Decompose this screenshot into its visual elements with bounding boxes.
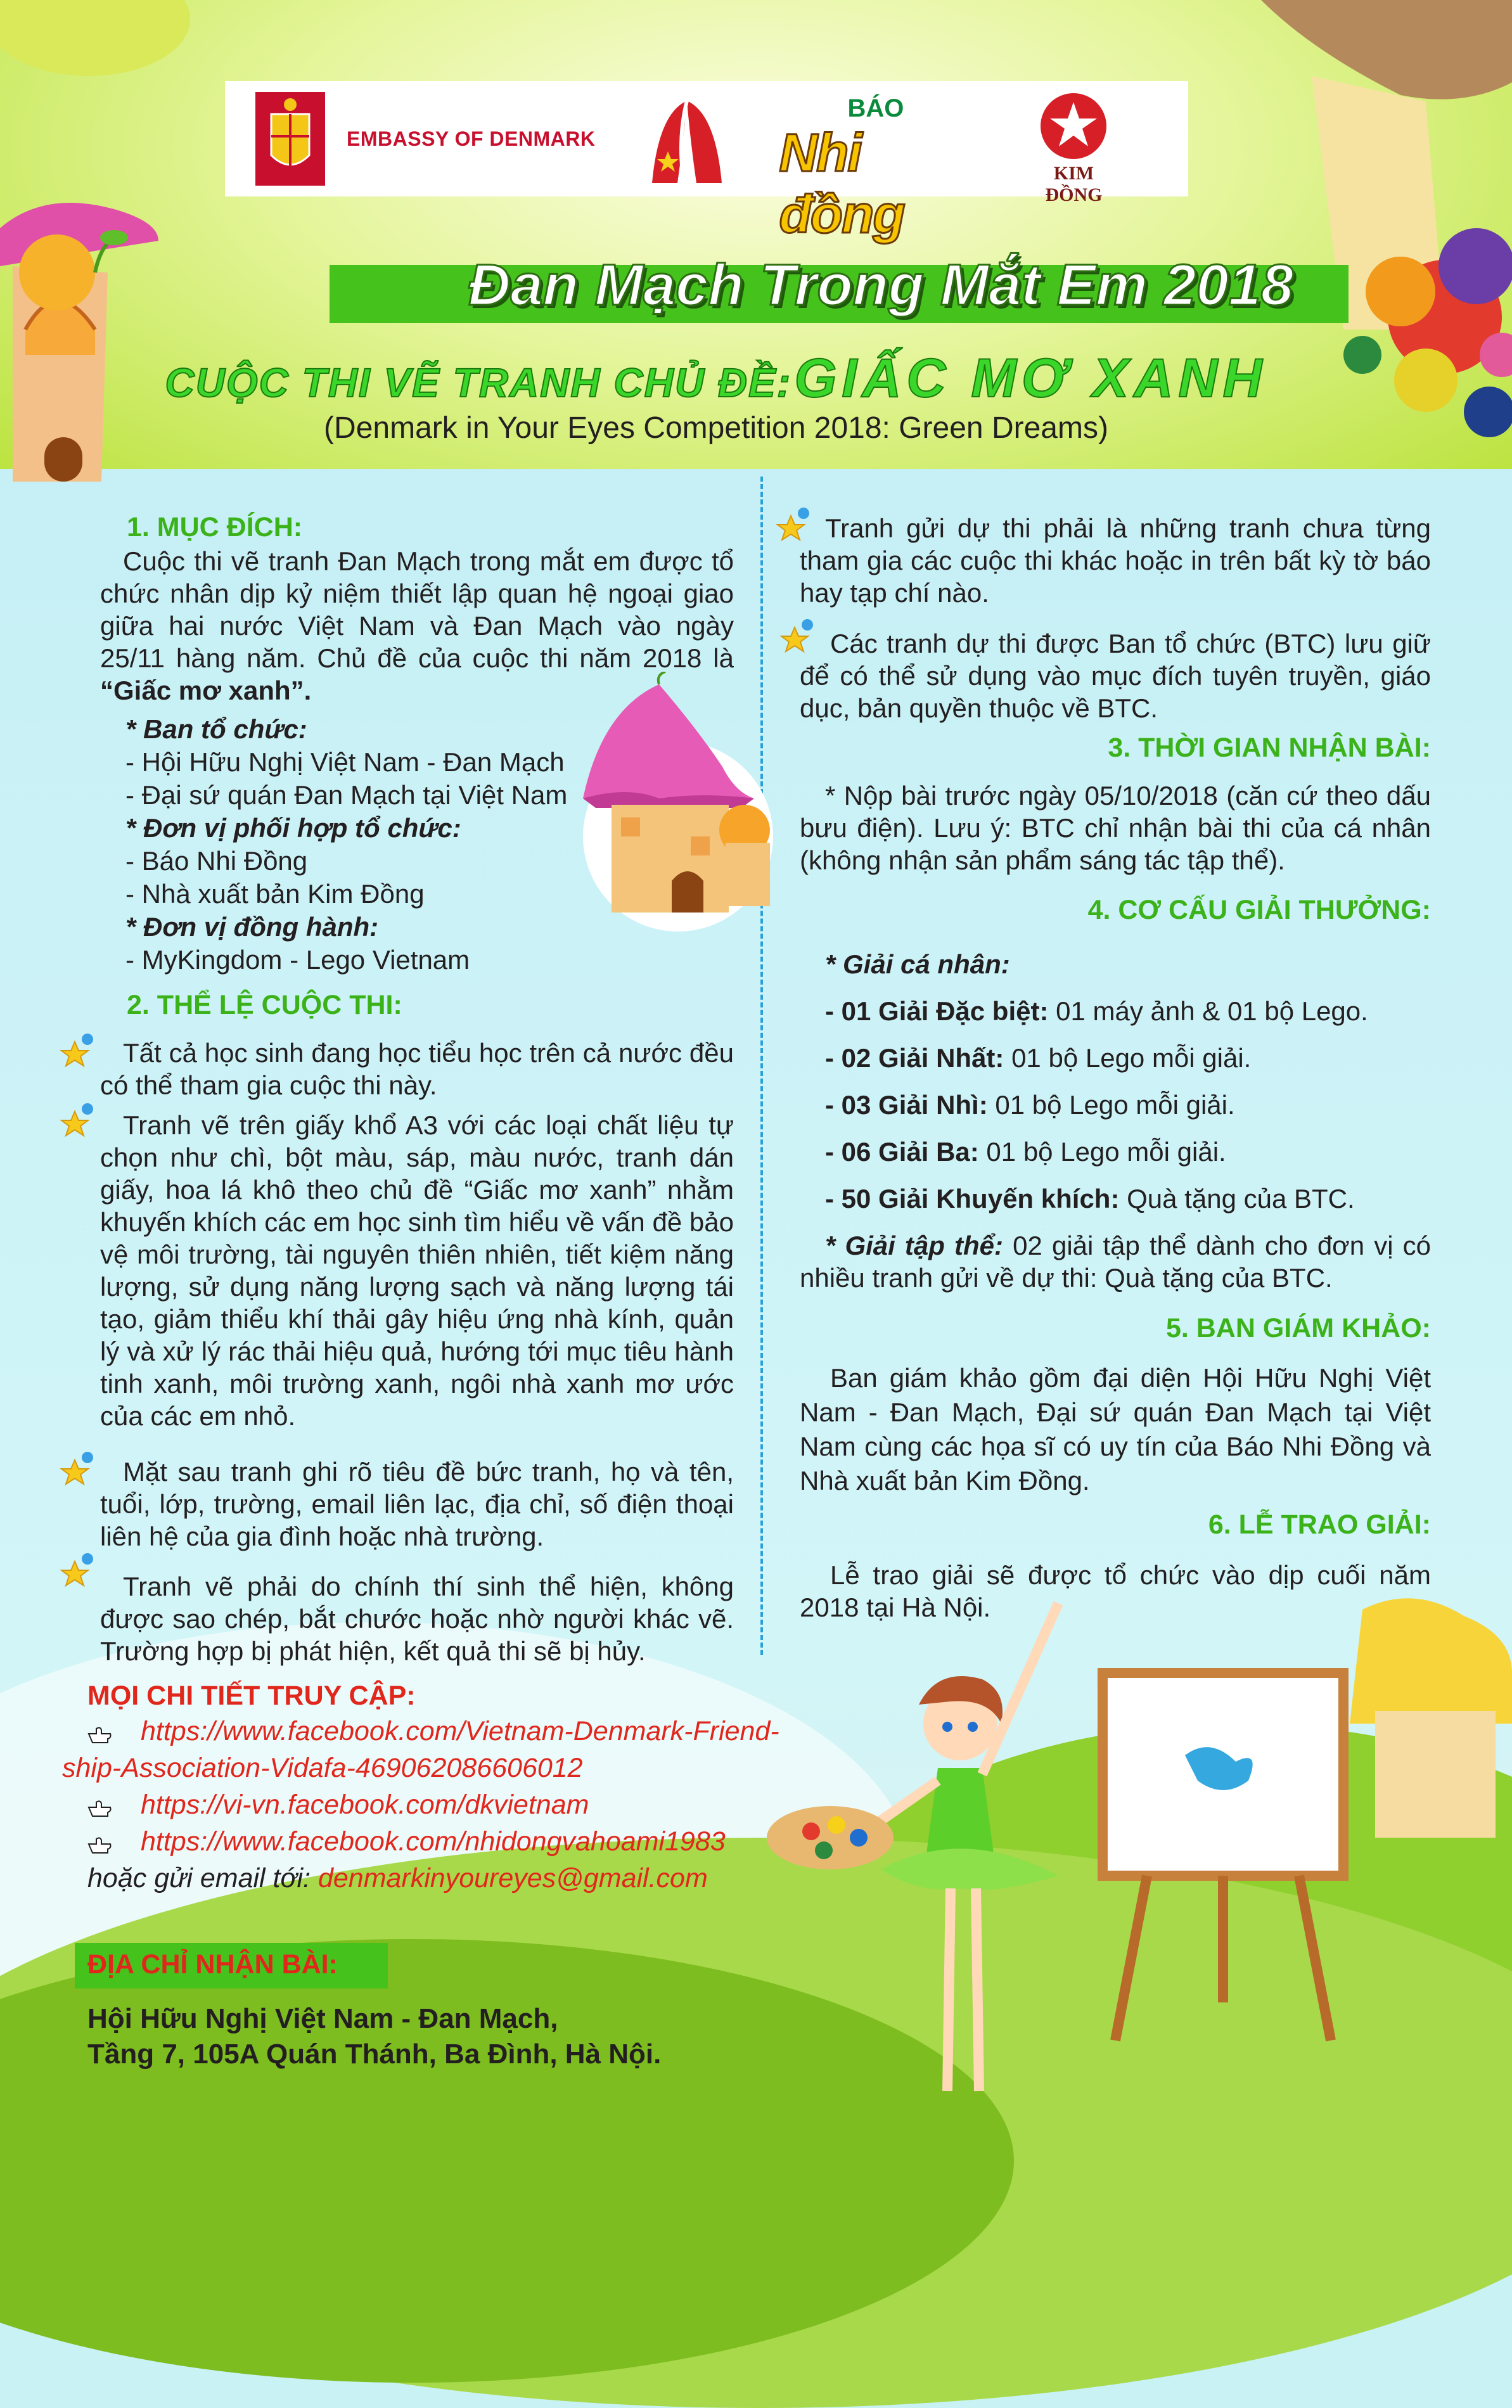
organizer-heading: * Ban tổ chức: xyxy=(125,714,307,744)
group-prize-value: 02 giải tập thể dành cho đơn vị có nhiều tranh gửi về dự thi: Quà tặng của BTC. xyxy=(800,1231,1431,1293)
facebook-link[interactable]: https://www.facebook.com/Vietnam-Denmark-Friend- xyxy=(141,1716,779,1746)
group-prize xyxy=(800,1229,1431,1294)
prize-label: - 01 Giải Đặc biệt: xyxy=(825,996,1049,1026)
prize-value: 01 bộ Lego mỗi giải. xyxy=(978,1137,1226,1167)
rule-2: Tranh vẽ trên giấy khổ A3 với các loại chất liệu tự chọn như chì, bột màu, sáp, màu nước, tranh dán giấy, hoa lá khô theo chủ đề “Giấc mơ xanh” nhằm khuyến khích các em học sinh tìm hiểu về vấn đề bảo vệ môi trường, tài nguyên thiên nhiên, tiết kiệm năng lượng, sử dụng năng lượng sạch và năng lượng tái tạo, giảm thiểu khí thải gây hiệu ứng nhà kính, quản lý và xử lý rác thải hiệu quả, hướng tới mục tiêu hành tinh xanh, môi trường xanh, ngôi nhà xanh mơ ước của các em nhỏ. xyxy=(100,1110,734,1431)
hand-pointer-icon xyxy=(87,1797,113,1819)
prize-label: - 06 Giải Ba: xyxy=(825,1137,979,1167)
co-organizer-item: - Nhà xuất bản Kim Đồng xyxy=(125,879,425,909)
kim-dong-emblem-icon xyxy=(1026,88,1121,164)
facebook-link-continued[interactable]: ship-Association-Vidafa-469062086606012 xyxy=(62,1753,583,1783)
star-bullet-icon xyxy=(58,1103,98,1142)
hand-pointer-icon xyxy=(87,1834,113,1855)
subtitle-theme: GIẤC MƠ XANH xyxy=(794,348,1267,409)
section-6-body: Lễ trao giải sẽ được tổ chức vào dịp cuối năm 2018 tại Hà Nội. xyxy=(800,1560,1431,1622)
email-line xyxy=(87,1863,708,1894)
address-line-1: Hội Hữu Nghị Việt Nam - Đan Mạch, xyxy=(87,2003,558,2034)
contact-heading: MỌI CHI TIẾT TRUY CẬP: xyxy=(87,1681,416,1711)
subtitle-english: (Denmark in Your Eyes Competition 2018: Green Dreams) xyxy=(324,411,1108,445)
section-5-body: Ban giám khảo gồm đại diện Hội Hữu Nghị Việt Nam - Đan Mạch, Đại sứ quán Đan Mạch tại Việt Nam cùng các họa sĩ có uy tín của Báo Nhi Đồng và Nhà xuất bản Kim Đồng. xyxy=(800,1363,1431,1495)
column-divider xyxy=(760,477,763,1655)
prize-row xyxy=(825,1042,1251,1074)
group-prize-label: * Giải tập thể: xyxy=(825,1231,1004,1260)
embassy-label: EMBASSY OF DENMARK xyxy=(347,127,596,150)
rule-4: Tranh vẽ phải do chính thí sinh thể hiện, không được sao chép, bắt chước hoặc nhờ người khác vẽ. Trường hợp bị phát hiện, kết quả thi sẽ bị hủy. xyxy=(100,1572,734,1666)
star-bullet-icon xyxy=(58,1553,98,1592)
prize-row xyxy=(825,1089,1235,1121)
section-6-heading: 6. LỄ TRAO GIẢI: xyxy=(1208,1509,1431,1540)
section-1-text: Cuộc thi vẽ tranh Đan Mạch trong mắt em được tổ chức nhân dịp kỷ niệm thiết lập quan hệ ngoại giao giữa hai nước Việt Nam và Đan Mạch vào ngày 25/11 hàng năm. Chủ đề của cuộc thi năm 2018 là xyxy=(100,546,734,673)
star-bullet-icon xyxy=(58,1033,98,1072)
email-prefix: hoặc gửi email tới: xyxy=(87,1863,318,1893)
prize-value: 01 bộ Lego mỗi giải. xyxy=(1004,1043,1252,1073)
mushroom-house-illustration xyxy=(0,0,228,507)
hand-pointer-icon xyxy=(87,1724,113,1745)
prize-row xyxy=(825,995,1368,1027)
prize-label: - 03 Giải Nhì: xyxy=(825,1090,988,1120)
sponsor-logo-bar xyxy=(225,81,1188,244)
section-1-heading: 1. MỤC ĐÍCH: xyxy=(127,512,303,542)
kim-dong-logo xyxy=(1026,88,1121,205)
rule-5: Tranh gửi dự thi phải là những tranh chưa từng tham gia các cuộc thi khác hoặc in trên bất kỳ tờ báo hay tạp chí nào. xyxy=(800,513,1431,608)
individual-prizes-heading: * Giải cá nhân: xyxy=(825,949,1010,979)
prize-value: 01 máy ảnh & 01 bộ Lego. xyxy=(1048,996,1368,1026)
companion-item: - MyKingdom - Lego Vietnam xyxy=(125,945,470,975)
organizer-item: - Hội Hữu Nghị Việt Nam - Đan Mạch xyxy=(125,747,565,777)
address-heading: ĐỊA CHỈ NHẬN BÀI: xyxy=(87,1949,338,1980)
castle-house-illustration xyxy=(564,672,792,938)
rule-6: Các tranh dự thi được Ban tổ chức (BTC) lưu giữ để có thể sử dụng vào mục đích tuyên truyền, giáo dục, bản quyền thuộc về BTC. xyxy=(800,629,1431,723)
email-link[interactable]: denmarkinyoureyes@gmail.com xyxy=(317,1863,708,1893)
prize-value: Quà tặng của BTC. xyxy=(1119,1184,1355,1214)
subtitle-prefix: CUỘC THI VẼ TRANH CHỦ ĐỀ: xyxy=(165,360,792,406)
section-4-heading: 4. CƠ CẤU GIẢI THƯỞNG: xyxy=(1087,895,1431,925)
girl-painter-illustration xyxy=(729,1597,1512,2125)
prize-label: - 02 Giải Nhất: xyxy=(825,1043,1004,1073)
section-2-heading: 2. THỂ LỆ CUỘC THI: xyxy=(127,990,402,1020)
section-3-heading: 3. THỜI GIAN NHẬN BÀI: xyxy=(1108,733,1431,763)
rule-1: Tất cả học sinh đang học tiểu học trên cả nước đều có thể tham gia cuộc thi này. xyxy=(100,1038,734,1100)
facebook-link[interactable]: https://www.facebook.com/nhidongvahoami1983 xyxy=(141,1826,726,1857)
vietnam-denmark-friendship-logo-icon xyxy=(639,88,734,189)
star-bullet-icon xyxy=(58,1451,98,1490)
bao-label: BÁO xyxy=(847,94,904,122)
nhi-dong-wordmark: Nhi đồng xyxy=(779,123,904,244)
facebook-link[interactable]: https://vi-vn.facebook.com/dkvietnam xyxy=(141,1790,589,1820)
prize-label: - 50 Giải Khuyến khích: xyxy=(825,1184,1120,1214)
kim-dong-label: KIM ĐỒNG xyxy=(1045,163,1103,205)
section-3-body: * Nộp bài trước ngày 05/10/2018 (căn cứ theo dấu bưu điện). Lưu ý: BTC chỉ nhận bài thi của cá nhân (không nhận sản phẩm sáng tác tập thể). xyxy=(800,781,1431,875)
prize-row xyxy=(825,1182,1355,1215)
prize-row xyxy=(825,1136,1226,1168)
denmark-crest-icon xyxy=(255,92,325,186)
section-1-theme: “Giấc mơ xanh”. xyxy=(100,676,312,705)
co-organizer-item: - Báo Nhi Đồng xyxy=(125,846,308,876)
companion-heading: * Đơn vị đồng hành: xyxy=(125,912,379,942)
prize-value: 01 bộ Lego mỗi giải. xyxy=(987,1090,1235,1120)
rule-3: Mặt sau tranh ghi rõ tiêu đề bức tranh, họ và tên, tuổi, lớp, trường, email liên lạc, địa chỉ, số điện thoại liên hệ của gia đình hoặc nhà trường. xyxy=(100,1457,734,1551)
address-line-2: Tầng 7, 105A Quán Thánh, Ba Đình, Hà Nội. xyxy=(87,2039,662,2070)
page-subtitle xyxy=(162,347,1271,410)
nhi-dong-logo xyxy=(772,88,988,244)
organizer-item: - Đại sứ quán Đan Mạch tại Việt Nam xyxy=(125,780,568,810)
section-5-heading: 5. BAN GIÁM KHẢO: xyxy=(1165,1313,1431,1343)
page-title: Đan Mạch Trong Mắt Em 2018 xyxy=(468,253,1293,317)
co-organizer-heading: * Đơn vị phối hợp tổ chức: xyxy=(125,813,461,843)
